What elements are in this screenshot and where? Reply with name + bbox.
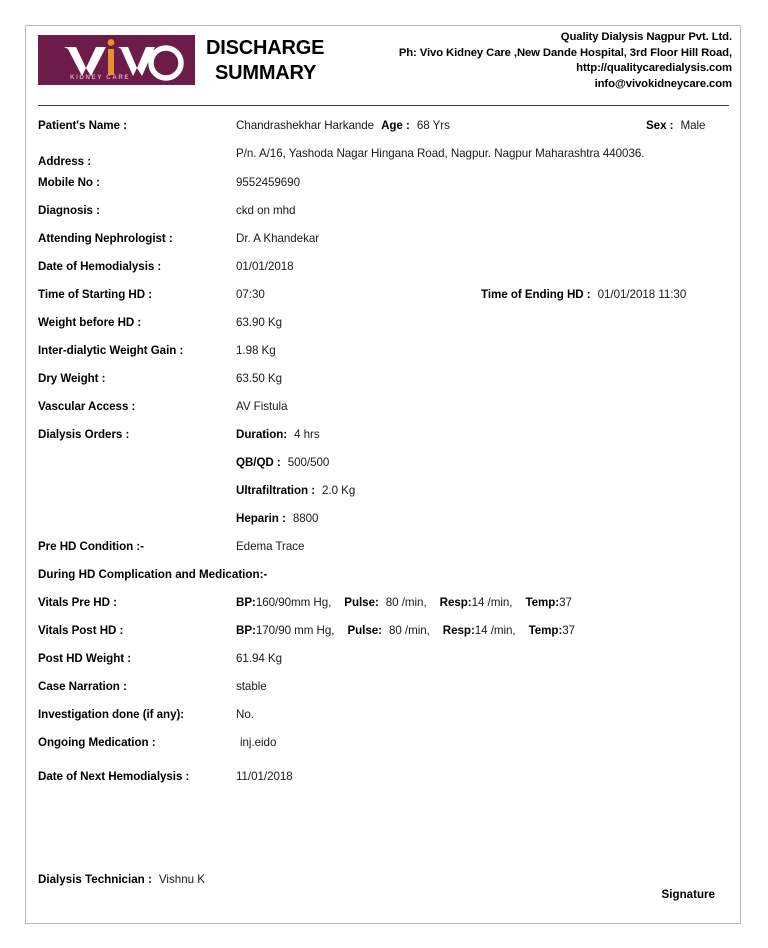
field-row-ongoing-medication	[26, 729, 740, 757]
orders-spacer-2	[38, 477, 236, 483]
vitals-post-label: Vitals Post HD :	[38, 624, 124, 637]
diagnosis-value: ckd on mhd	[236, 204, 296, 217]
field-row-mobile	[26, 169, 740, 197]
during-hd-heading: During HD Complication and Medication:-	[38, 568, 268, 581]
address-value: P/n. A/16, Yashoda Nagar Hingana Road, Nagpur. Nagpur Maharashtra 440036.	[236, 147, 645, 160]
vascular-label: Vascular Access :	[38, 400, 136, 413]
signature-label: Signature	[661, 888, 715, 901]
technician-value: Vishnu K	[158, 873, 206, 886]
field-row-patient-name	[26, 112, 740, 140]
qbqd-value: 500/500	[287, 456, 330, 469]
duration-label: Duration:	[236, 428, 288, 441]
qbqd-label: QB/QD :	[236, 456, 281, 469]
idwg-value: 1.98 Kg	[236, 344, 276, 357]
date-hd-value: 01/01/2018	[236, 260, 294, 273]
header-divider	[38, 105, 729, 106]
case-narration-label: Case Narration :	[38, 680, 127, 693]
duration-value: 4 hrs	[294, 428, 320, 441]
field-row-ultrafiltration	[26, 477, 740, 505]
vascular-value: AV Fistula	[236, 400, 288, 413]
field-row-post-hd-weight	[26, 645, 740, 673]
field-row-weight-before	[26, 309, 740, 337]
discharge-summary-page	[25, 25, 741, 924]
svg-text:KIDNEY CARE: KIDNEY CARE	[70, 74, 131, 81]
field-row-diagnosis	[26, 197, 740, 225]
ultrafiltration-label: Ultrafiltration :	[236, 484, 316, 497]
field-row-time-hd	[26, 281, 740, 309]
investigation-label: Investigation done (if any):	[38, 708, 185, 721]
vitals-pre-label: Vitals Pre HD :	[38, 596, 117, 609]
post-hd-weight-label: Post HD Weight :	[38, 652, 132, 665]
field-row-next-hd	[26, 763, 740, 791]
field-row-dry-weight	[26, 365, 740, 393]
field-row-heparin	[26, 505, 740, 533]
vivo-kidney-care-logo	[38, 35, 195, 85]
case-narration-value: stable	[236, 680, 267, 693]
heparin-value: 8800	[292, 512, 319, 525]
vitals-post-bp-label: BP:	[236, 624, 256, 637]
orders-spacer-3	[38, 505, 236, 511]
ultrafiltration-field	[236, 477, 729, 499]
sex-value: Male	[680, 119, 706, 132]
pre-hd-condition-label: Pre HD Condition :-	[38, 540, 144, 553]
vitals-post-temp-value: 37	[562, 624, 576, 637]
vitals-post-temp-label: Temp:	[528, 624, 563, 637]
field-row-qbqd	[26, 449, 740, 477]
weight-before-label: Weight before HD :	[38, 316, 142, 329]
next-hd-label: Date of Next Hemodialysis :	[38, 770, 190, 783]
vitals-pre-bp-value: 160/90mm Hg,	[255, 596, 332, 609]
logo-artwork	[38, 35, 195, 85]
duration-field	[236, 421, 729, 443]
investigation-value: No.	[236, 708, 254, 721]
heparin-label: Heparin :	[236, 512, 286, 525]
field-row-idwg	[26, 337, 740, 365]
field-row-nephrologist	[26, 225, 740, 253]
vitals-post-bp-value: 170/90 mm Hg,	[255, 624, 335, 637]
ongoing-medication-label: Ongoing Medication :	[38, 736, 156, 749]
pre-hd-condition-value: Edema Trace	[236, 540, 305, 553]
sex-field	[646, 112, 705, 134]
vitals-post-pulse-value: 80 /min,	[388, 624, 430, 637]
dialysis-technician-field	[38, 871, 205, 888]
nephrologist-value: Dr. A Khandekar	[236, 232, 320, 245]
ongoing-medication-value: inj.eido	[240, 736, 277, 749]
field-row-case-narration	[26, 673, 740, 701]
weight-before-value: 63.90 Kg	[236, 316, 283, 329]
field-row-vitals-post-hd	[26, 617, 740, 645]
patient-name-text: Chandrashekhar Harkande	[236, 119, 375, 132]
vitals-post-resp-value: 14 /min,	[474, 624, 516, 637]
vitals-pre-bp-label: BP:	[236, 596, 256, 609]
next-hd-value: 11/01/2018	[236, 770, 293, 783]
vitals-pre-pulse-value: 80 /min,	[385, 596, 427, 609]
clinic-website: http://qualitycaredialysis.com	[576, 62, 732, 74]
clinic-email: info@vivokidneycare.com	[594, 77, 732, 90]
heparin-field	[236, 505, 729, 527]
end-hd-label: Time of Ending HD :	[481, 288, 591, 301]
nephrologist-label: Attending Nephrologist :	[38, 232, 173, 245]
ultrafiltration-value: 2.0 Kg	[322, 484, 356, 497]
vitals-post-pulse-label: Pulse:	[347, 624, 382, 637]
field-row-date-hd	[26, 253, 740, 281]
field-row-vitals-pre-hd	[26, 589, 740, 617]
end-hd-field	[481, 281, 686, 303]
field-row-pre-hd-condition	[26, 533, 740, 561]
sex-label: Sex :	[646, 119, 674, 132]
document-footer	[26, 871, 740, 901]
vitals-pre-temp-label: Temp:	[525, 596, 560, 609]
age-value: 68 Yrs	[416, 119, 450, 132]
field-row-dialysis-orders	[26, 421, 740, 449]
age-label: Age :	[381, 119, 410, 132]
qbqd-field	[236, 449, 729, 471]
vitals-pre-resp-label: Resp:	[439, 596, 472, 609]
start-hd-value: 07:30	[236, 288, 265, 301]
post-hd-weight-value: 61.94 Kg	[236, 652, 283, 665]
dry-weight-value: 63.50 Kg	[236, 372, 283, 385]
orders-spacer-1	[38, 449, 236, 455]
document-header	[26, 26, 740, 104]
vitals-pre-temp-value: 37	[559, 596, 572, 609]
patient-name-label: Patient's Name :	[38, 119, 127, 132]
start-hd-label: Time of Starting HD :	[38, 288, 153, 301]
summary-fields	[26, 112, 740, 791]
clinic-address: Ph: Vivo Kidney Care ,New Dande Hospital, 3rd Floor Hill Road,	[398, 46, 732, 59]
page-title-line1: DISCHARGE	[206, 37, 325, 59]
vitals-pre-pulse-label: Pulse:	[344, 596, 379, 609]
diagnosis-label: Diagnosis :	[38, 204, 100, 217]
clinic-info	[272, 30, 732, 92]
clinic-name: Quality Dialysis Nagpur Pvt. Ltd.	[560, 31, 732, 43]
field-row-address	[26, 140, 740, 169]
vitals-post-value	[236, 617, 729, 639]
page-title-line2: SUMMARY	[215, 62, 317, 84]
dry-weight-label: Dry Weight :	[38, 372, 106, 385]
vitals-pre-resp-value: 14 /min,	[471, 596, 513, 609]
vitals-post-resp-label: Resp:	[442, 624, 475, 637]
field-row-investigation	[26, 701, 740, 729]
mobile-value: 9552459690	[236, 176, 300, 189]
orders-label: Dialysis Orders :	[38, 428, 130, 441]
mobile-label: Mobile No :	[38, 176, 100, 189]
date-hd-label: Date of Hemodialysis :	[38, 260, 162, 273]
field-row-vascular-access	[26, 393, 740, 421]
idwg-label: Inter-dialytic Weight Gain :	[38, 344, 184, 357]
technician-label: Dialysis Technician :	[38, 873, 152, 886]
end-hd-value: 01/01/2018 11:30	[597, 288, 687, 301]
address-label: Address :	[38, 155, 92, 168]
vitals-pre-value	[236, 589, 729, 611]
